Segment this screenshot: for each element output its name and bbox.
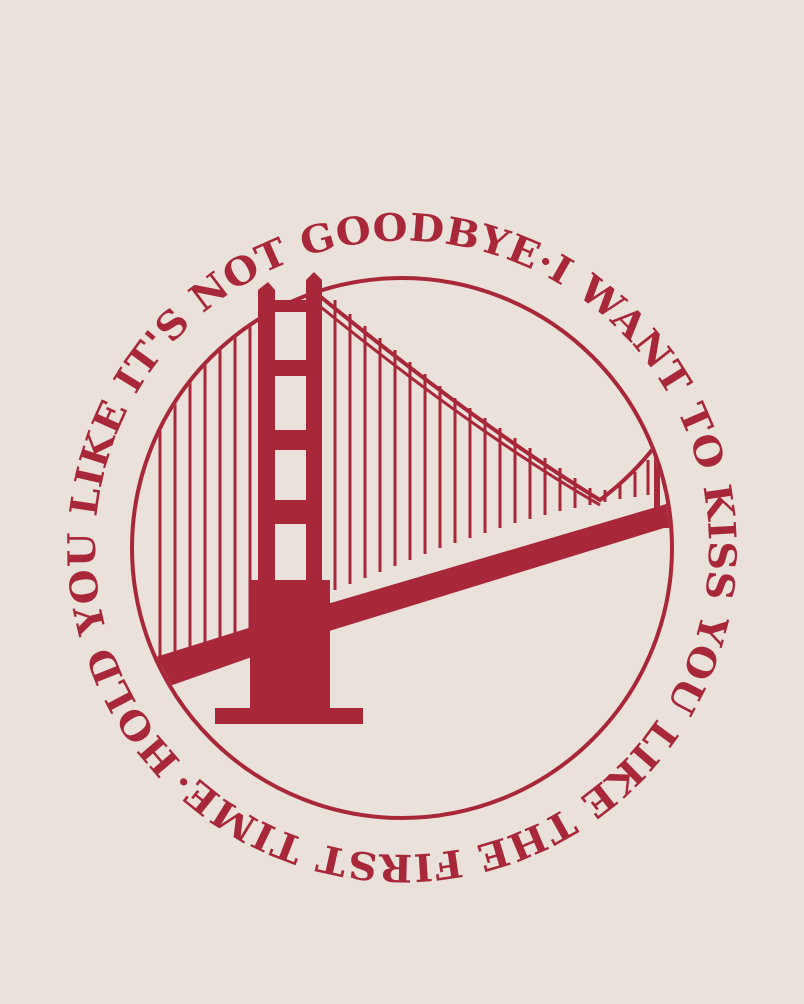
bridge-illustration [130, 272, 690, 724]
circle-text [59, 204, 745, 891]
circle-text-path: HOLD YOU LIKE IT'S NOT GOODBYE·I WANT TO KISS YOU LIKE THE FIRST TIME· [58, 204, 746, 891]
